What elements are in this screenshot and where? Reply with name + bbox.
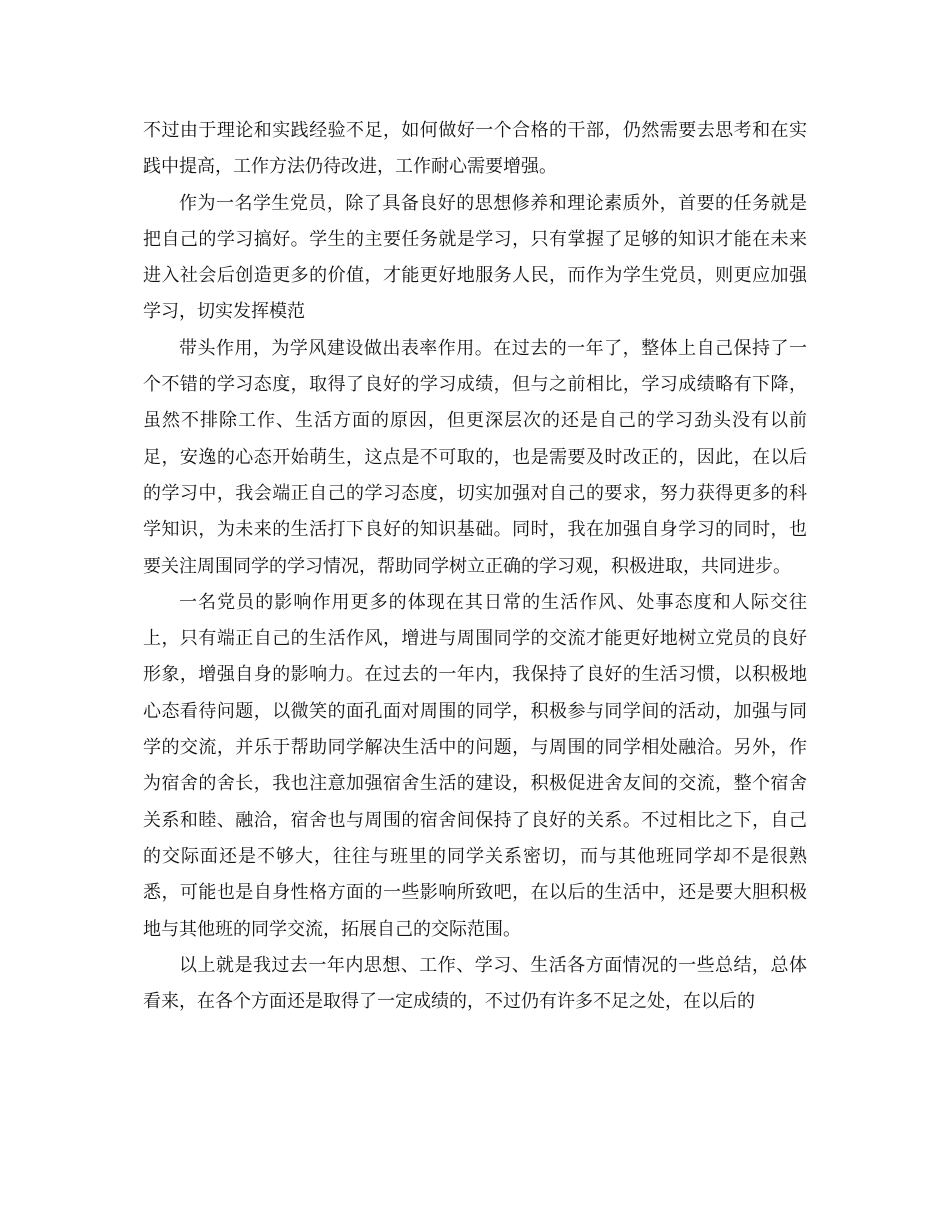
paragraph-2: 作为一名学生党员，除了具备良好的思想修养和理论素质外，首要的任务就是把自己的学习搞好。学生的主要任务就是学习，只有掌握了足够的知识才能在未来进入社会后创造更多的价值，才能更好地服务人民，而作为学生党员，则更应加强学习，切实发挥模范 — [143, 192, 807, 323]
document-body — [143, 113, 807, 1020]
paragraph-3: 带头作用，为学风建设做出表率作用。在过去的一年了，整体上自己保持了一个不错的学习态度，取得了良好的学习成绩，但与之前相比，学习成绩略有下降，虽然不排除工作、生活方面的原因，但更深层次的还是自己的学习劲头没有以前足，安逸的心态开始萌生，这点是不可取的，也是需要及时改正的，因此，在以后的学习中，我会端正自己的学习态度，切实加强对自己的要求，努力获得更多的科学知识，为未来的生活打下良好的知识基础。同时，我在加强自身学习的同时，也要关注周围同学的学习情况，帮助同学树立正确的学习观，积极进取，共同进步。 — [143, 337, 807, 577]
paragraph-4: 一名党员的影响作用更多的体现在其日常的生活作风、处事态度和人际交往上，只有端正自己的生活作风，增进与周围同学的交流才能更好地树立党员的良好形象，增强自身的影响力。在过去的一年内，我保持了良好的生活习惯，以积极地心态看待问题，以微笑的面孔面对周围的同学，积极参与同学间的活动，加强与同学的交流，并乐于帮助同学解决生活中的问题，与周围的同学相处融洽。另外，作为宿舍的舍长，我也注意加强宿舍生活的建设，积极促进舍友间的交流，整个宿舍关系和睦、融洽，宿舍也与周围的宿舍间保持了良好的关系。不过相比之下，自己的交际面还是不够大，往往与班里的同学关系密切，而与其他班同学却不是很熟悉，可能也是自身性格方面的一些影响所致吧，在以后的生活中，还是要大胆积极地与其他班的同学交流，拓展自己的交际范围。 — [143, 591, 807, 940]
paragraph-5: 以上就是我过去一年内思想、工作、学习、生活各方面情况的一些总结，总体看来，在各个方面还是取得了一定成绩的，不过仍有许多不足之处，在以后的 — [143, 954, 807, 1013]
paragraph-1: 不过由于理论和实践经验不足，如何做好一个合格的干部，仍然需要去思考和在实践中提高，工作方法仍待改进，工作耐心需要增强。 — [143, 120, 807, 178]
